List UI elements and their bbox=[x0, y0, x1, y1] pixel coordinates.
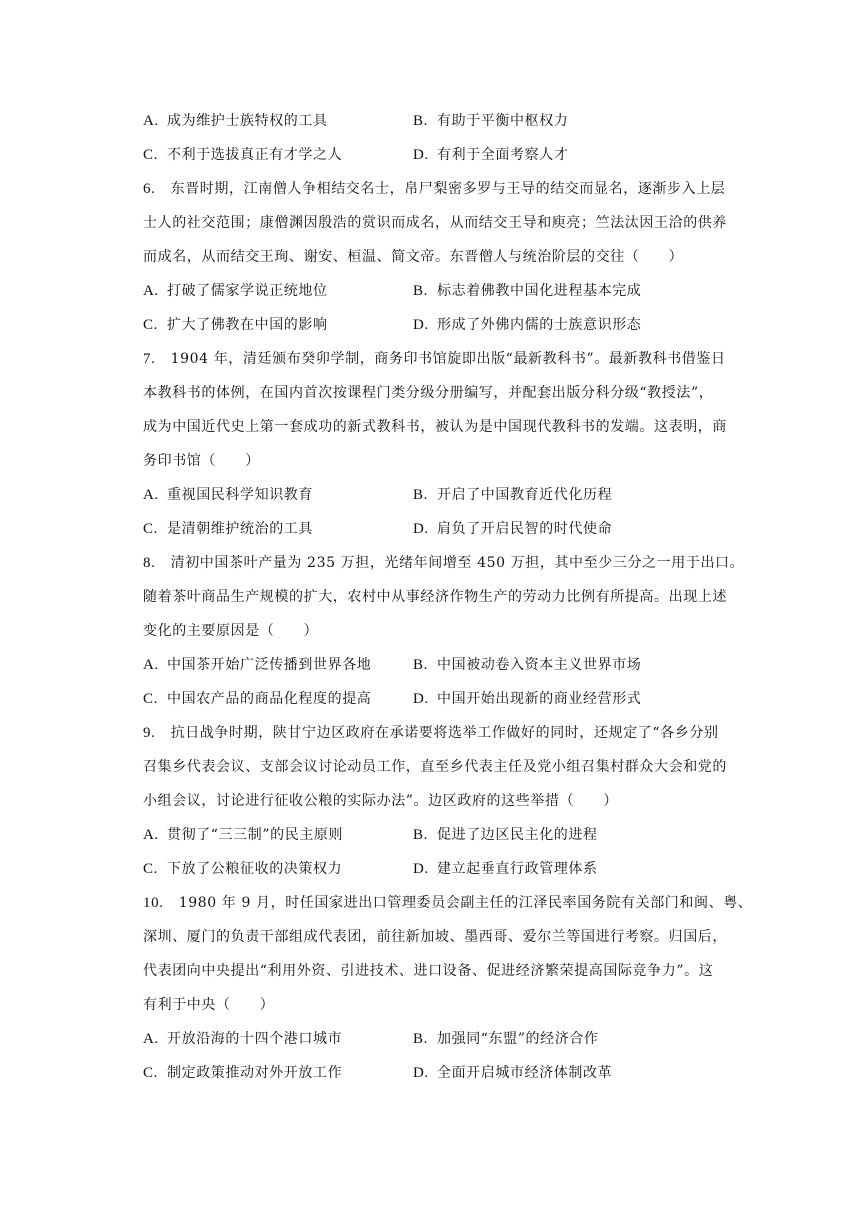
q8-option-d: D. 中国开始出现新的商业经营形式 bbox=[413, 691, 642, 707]
q7-option-a: A. 重视国民科学知识教育 bbox=[143, 487, 313, 503]
q9-stem-line-2: 召集乡代表会议、支部会议讨论动员工作，直至乡代表主任及党小组召集村群众大会和党的 bbox=[143, 759, 727, 775]
q8-option-a: A. 中国茶开始广泛传播到世界各地 bbox=[143, 657, 372, 673]
q7-option-c: C. 是清朝维护统治的工具 bbox=[143, 521, 313, 537]
q7-stem-line-2: 本教科书的体例，在国内首次按课程门类分级分册编写，并配套出版分科分级“教授法”， bbox=[143, 385, 714, 401]
q10-stem-line-1: 10. 1980 年 9 月，时任国家进出口管理委员会副主任的江泽民率国务院有关部门和闽、粤、 bbox=[143, 895, 753, 911]
q7-option-d: D. 肩负了开启民智的时代使命 bbox=[413, 521, 613, 537]
q9-option-d: D. 建立起垂直行政管理体系 bbox=[413, 861, 598, 877]
q5-option-d: D. 有利于全面考察人才 bbox=[413, 147, 569, 163]
q9-option-a: A. 贯彻了“三三制”的民主原则 bbox=[143, 827, 344, 843]
q10-stem-line-2: 深圳、厦门的负责干部组成代表团，前往新加坡、墨西哥、爱尔兰等国进行考察。归国后， bbox=[143, 929, 727, 945]
q10-option-d: D. 全面开启城市经济体制改革 bbox=[413, 1065, 613, 1081]
q8-stem-line-2: 随着茶叶商品生产规模的扩大，农村中从事经济作物生产的劳动力比例有所提高。出现上述 bbox=[143, 589, 727, 605]
q9-stem-line-3: 小组会议，讨论进行征收公粮的实际办法”。边区政府的这些举措（ ） bbox=[143, 793, 618, 809]
q8-option-b: B. 中国被动卷入资本主义世界市场 bbox=[413, 657, 642, 673]
q6-stem-line-3: 而成名，从而结交王珣、谢安、桓温、简文帝。东晋僧人与统治阶层的交往（ ） bbox=[143, 249, 684, 265]
q7-option-b: B. 开启了中国教育近代化历程 bbox=[413, 487, 613, 503]
q5-option-c: C. 不利于选拔真正有才学之人 bbox=[143, 147, 343, 163]
q10-option-a: A. 开放沿海的十四个港口城市 bbox=[143, 1031, 343, 1047]
q9-stem-line-1: 9. 抗日战争时期，陕甘宁边区政府在承诺要将选举工作做好的同时，还规定了“各乡分别 bbox=[143, 725, 719, 741]
q9-option-b: B. 促进了边区民主化的进程 bbox=[413, 827, 598, 843]
q6-stem-line-2: 士人的社交范围；康僧渊因殷浩的赏识而成名，从而结交王导和庾亮；竺法汰因王洽的供养 bbox=[143, 215, 727, 231]
q5-option-b: B. 有助于平衡中枢权力 bbox=[413, 113, 569, 129]
q10-option-b: B. 加强同“东盟”的经济合作 bbox=[413, 1031, 599, 1047]
q6-option-a: A. 打破了儒家学说正统地位 bbox=[143, 283, 328, 299]
q7-stem-line-4: 务印书馆（ ） bbox=[143, 453, 260, 469]
q6-stem-line-1: 6. 东晋时期，江南僧人争相结交名士，帛尸梨密多罗与王导的结交而显名，逐渐步入上层 bbox=[143, 181, 726, 197]
q5-option-a: A. 成为维护士族特权的工具 bbox=[143, 113, 328, 129]
q10-option-c: C. 制定政策推动对外开放工作 bbox=[143, 1065, 343, 1081]
q8-option-c: C. 中国农产品的商品化程度的提高 bbox=[143, 691, 372, 707]
q6-option-c: C. 扩大了佛教在中国的影响 bbox=[143, 317, 328, 333]
q8-stem-line-3: 变化的主要原因是（ ） bbox=[143, 623, 319, 639]
q10-stem-line-4: 有利于中央（ ） bbox=[143, 997, 275, 1013]
q6-option-b: B. 标志着佛教中国化进程基本完成 bbox=[413, 283, 642, 299]
q8-stem-line-1: 8. 清初中国茶叶产量为 235 万担，光绪年间增至 450 万担，其中至少三分之一用于出口。 bbox=[143, 555, 745, 571]
q10-stem-line-3: 代表团向中央提出“利用外资、引进技术、进口设备、促进经济繁荣提高国际竞争力”。这 bbox=[143, 963, 714, 979]
q7-stem-line-3: 成为中国近代史上第一套成功的新式教科书，被认为是中国现代教科书的发端。这表明，商 bbox=[143, 419, 727, 435]
q9-option-c: C. 下放了公粮征收的决策权力 bbox=[143, 861, 343, 877]
q7-stem-line-1: 7. 1904 年，清廷颁布癸卯学制，商务印书馆旋即出版“最新教科书”。最新教科书借鉴日 bbox=[143, 351, 726, 367]
q6-option-d: D. 形成了外佛内儒的士族意识形态 bbox=[413, 317, 642, 333]
